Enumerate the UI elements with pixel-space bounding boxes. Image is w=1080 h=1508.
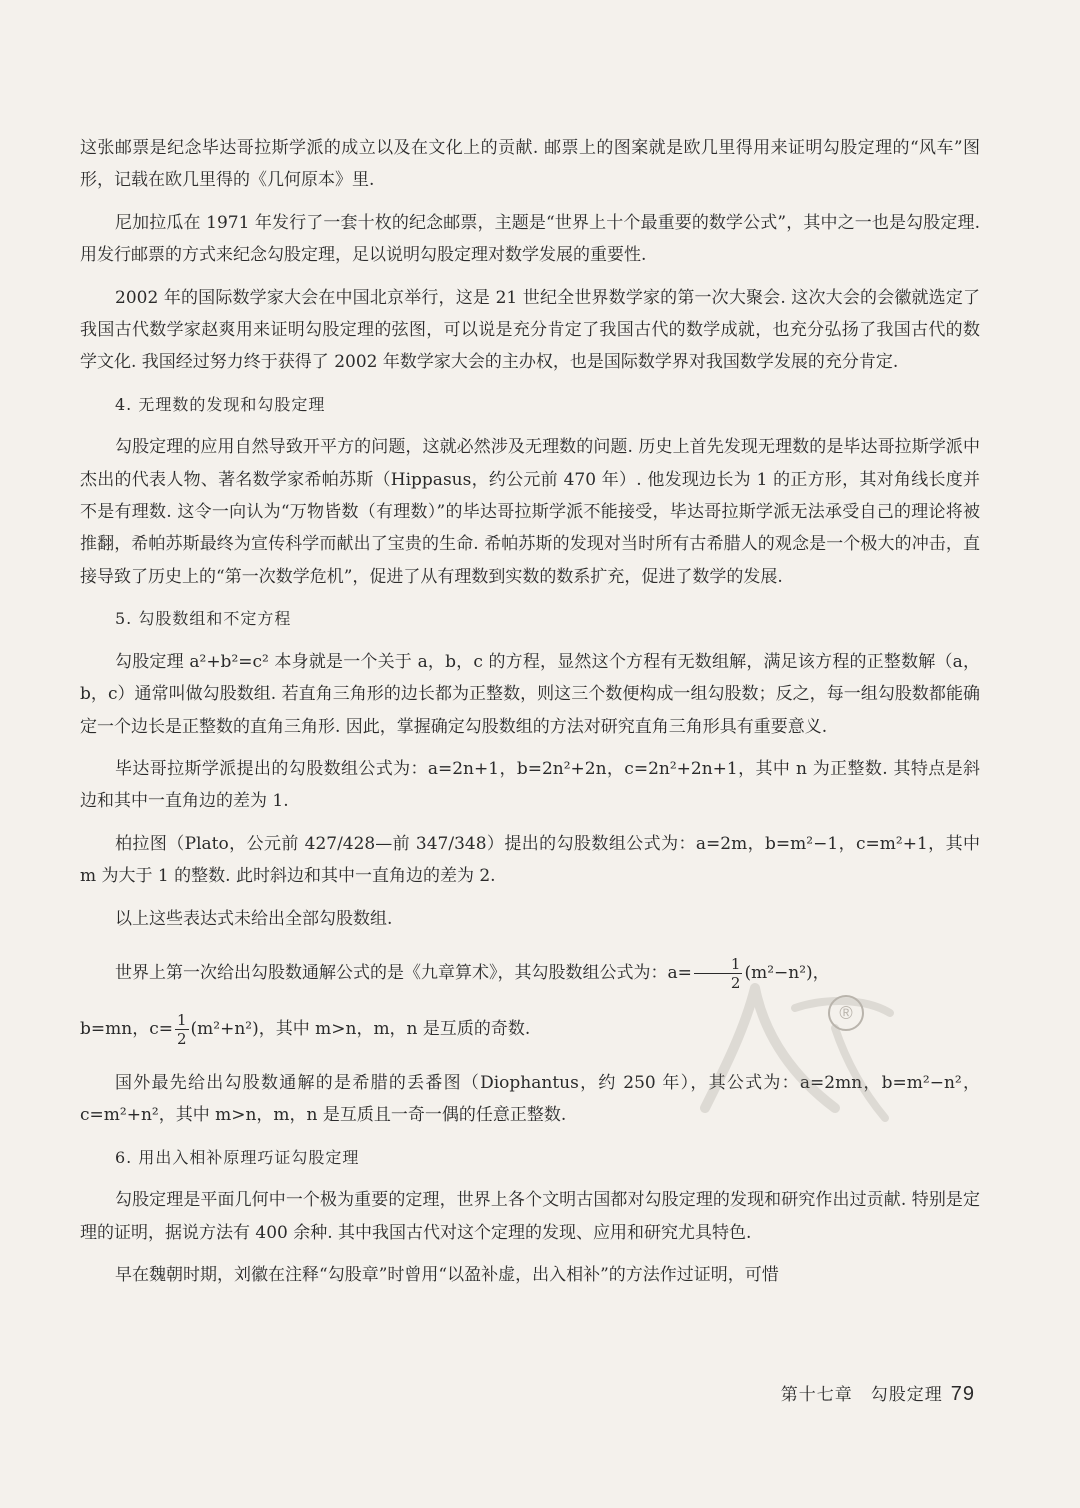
paragraph-liu-hui: 早在魏朝时期，刘徽在注释“勾股章”时曾用“以盈补虚，出入相补”的方法作过证明，可惜 — [115, 1264, 779, 1285]
page-footer — [781, 1380, 975, 1406]
paragraph-stamp: 这张邮票是纪念毕达哥拉斯学派的成立以及在文化上的贡献. 邮票上的图案就是欧几里得用来证明勾股定理的“风车”图形，记载在欧几里得的《几何原本》里. — [80, 138, 980, 191]
paragraph-icm-2002: 2002 年的国际数学家大会在中国北京举行，这是 21 世纪全世界数学家的第一次大聚会. 这次大会的会徽就选定了我国古代数学家赵爽用来证明勾股定理的弦图，可以说是充分肯定了我国古代的数学成就，也充分弘扬了我国古代的数学文化. 我国经过努力终于获得了 2002 年数学家大会的主办权，也是国际数学界对我国数学发展的充分肯定. — [80, 287, 980, 373]
registered-mark-icon: ® — [828, 995, 864, 1031]
paragraph-plato-formula: 柏拉图（Plato，公元前 427/428—前 347/348）提出的勾股数组公式为：a=2m，b=m²−1，c=m²+1，其中 m 为大于 1 的整数. 此时斜边和其中一直角边的差为 2. — [80, 833, 980, 887]
section-heading-6: 6. 用出入相补原理巧证勾股定理 — [115, 1147, 360, 1167]
jiuzhang-lead: 世界上第一次给出勾股数通解公式的是《九章算术》，其勾股数组公式为：a= — [115, 962, 692, 983]
paragraph-not-all-triples: 以上这些表达式未给出全部勾股数组. — [115, 908, 393, 929]
jiuzhang-b-lead: b=mn，c= — [80, 1018, 173, 1039]
paragraph-diophantus: 国外最先给出勾股数通解的是希腊的丢番图（Diophantus，约 250 年），其公式为：a=2mn，b=m²−n²，c=m²+n²，其中 m>n，m，n 是互质且一奇一偶的任意正整数. — [80, 1072, 980, 1126]
paragraph-irrational: 勾股定理的应用自然导致开平方的问题，这就必然涉及无理数的问题. 历史上首先发现无理数的是毕达哥拉斯学派中杰出的代表人物、著名数学家希帕苏斯（Hippasus，约公元前 470 年）. 他发现边长为 1 的正方形，其对角线长度并不是有理数. 这令一向认为“万物皆数（有理数）”的毕达哥拉斯学派不能接受，毕达哥拉斯学派无法承受自己的理论将被推翻，希帕苏斯最终为宣传科学而献出了宝贵的生命. 希帕苏斯的发现对当时所有古希腊人的观念是一个极大的冲击，直接导致了历史上的“第一次数学危机”，促进了从有理数到实数的数系扩充，促进了数学的发展. — [80, 437, 980, 587]
fraction-numerator: 1 — [694, 955, 743, 974]
section-heading-4: 4. 无理数的发现和勾股定理 — [115, 394, 326, 414]
jiuzhang-after-frac-a: (m²−n²)， — [744, 962, 830, 983]
paragraph-proofs: 勾股定理是平面几何中一个极为重要的定理，世界上各个文明古国都对勾股定理的发现和研究作出过贡献. 特别是定理的证明，据说方法有 400 余种. 其中我国古代对这个定理的发现、应用和研究尤具特色. — [80, 1190, 980, 1243]
page-number: 79 — [950, 1383, 975, 1405]
fraction-half-second — [175, 1011, 189, 1048]
footer-chapter: 第十七章 勾股定理 — [780, 1385, 943, 1405]
jiuzhang-after-frac-c: (m²+n²)，其中 m>n，m，n 是互质的奇数. — [190, 1018, 531, 1039]
fraction-numerator-second: 1 — [176, 1010, 187, 1029]
paragraph-nicaragua: 尼加拉瓜在 1971 年发行了一套十枚的纪念邮票，主题是“世界上十个最重要的数学公式”，其中之一也是勾股定理. 用发行邮票的方式来纪念勾股定理，足以说明勾股定理对数学发展的重要性. — [80, 212, 980, 266]
fraction-denominator: 2 — [730, 973, 741, 992]
section-heading-5: 5. 勾股数组和不定方程 — [115, 609, 292, 629]
publisher-watermark-logo — [685, 968, 905, 1128]
paragraph-pythagorean-triples: 勾股定理 a²+b²=c² 本身就是一个关于 a，b，c 的方程，显然这个方程有无数组解，满足该方程的正整数解（a，b，c）通常叫做勾股数组. 若直角三角形的边长都为正整数，则这三个数便构成一组勾股数；反之，每一组勾股数都能确定一个边长是正整数的直角三角形. 因此，掌握确定勾股数组的方法对研究直角三角形具有重要意义. — [80, 651, 980, 737]
paragraph-pythagoras-formula: 毕达哥拉斯学派提出的勾股数组公式为：a=2n+1，b=2n²+2n，c=2n²+2n+1，其中 n 为正整数. 其特点是斜边和其中一直角边的差为 1. — [80, 758, 980, 812]
fraction-denominator-second: 2 — [176, 1029, 187, 1048]
